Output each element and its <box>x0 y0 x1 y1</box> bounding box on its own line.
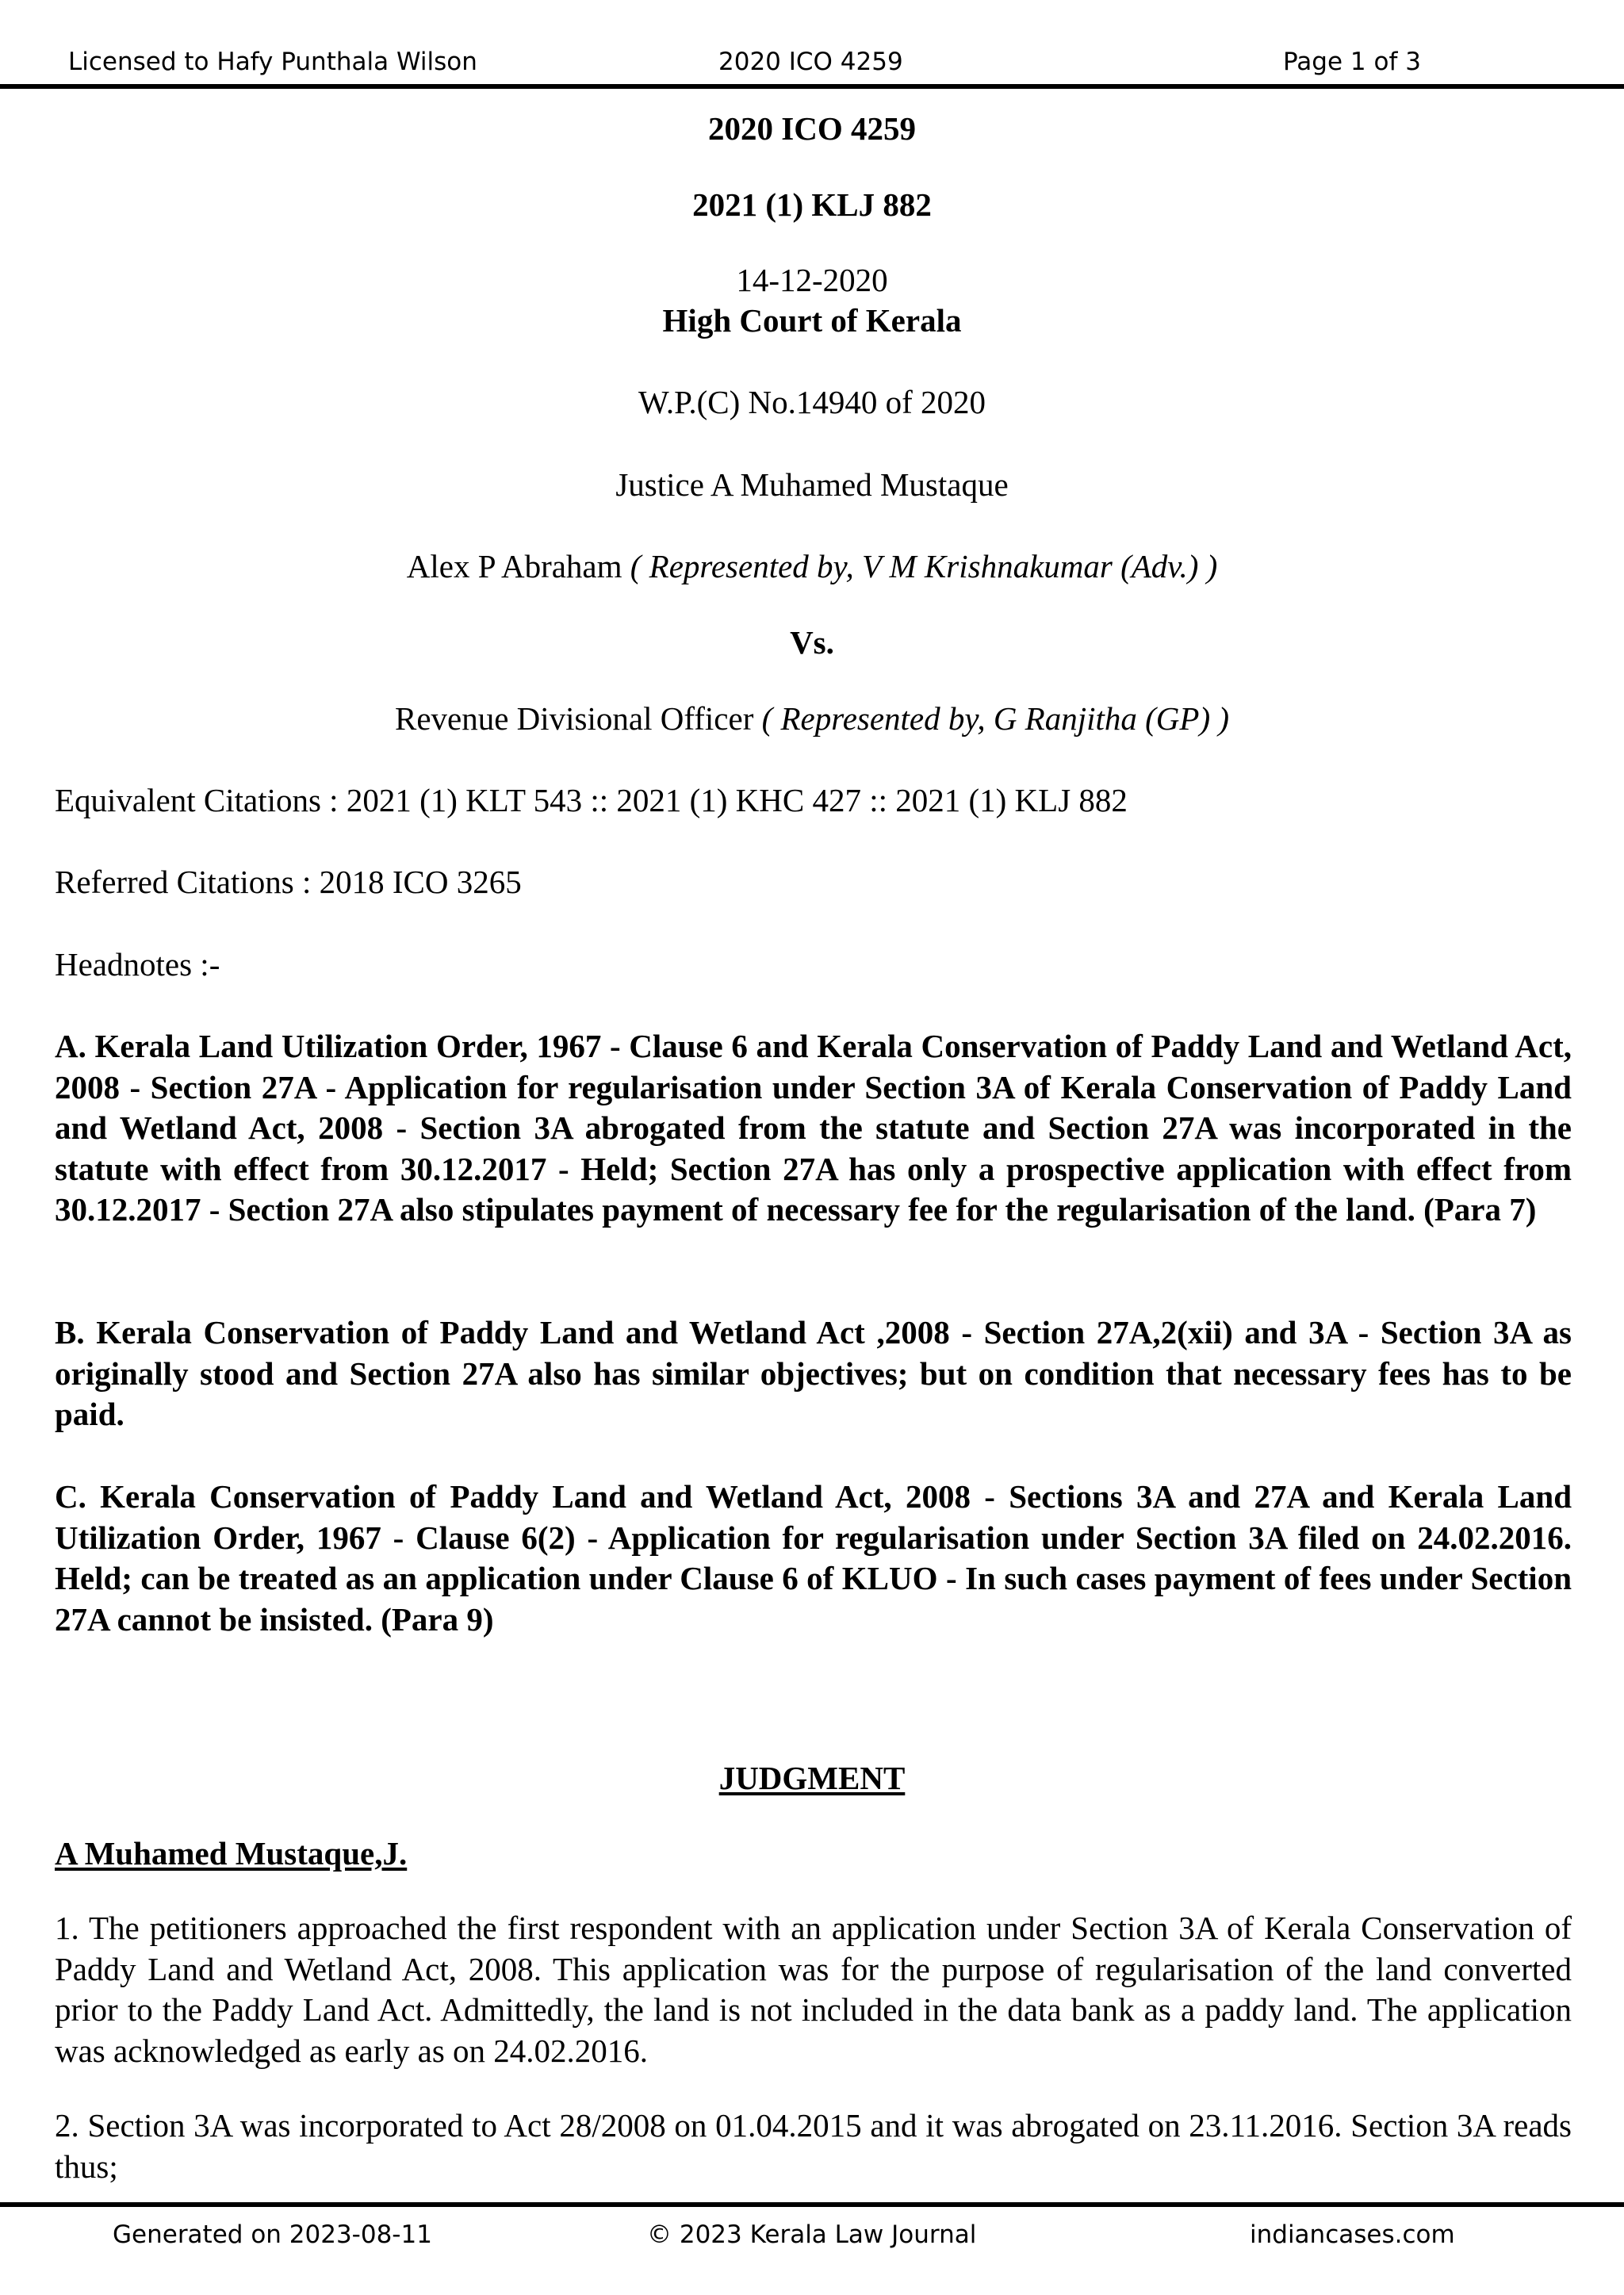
footer-generated-date: Generated on 2023-08-11 <box>113 2220 432 2249</box>
court-name: High Court of Kerala <box>662 302 962 339</box>
judge-name: Justice A Muhamed Mustaque <box>615 466 1009 503</box>
header-rule <box>0 84 1624 89</box>
headnote-c: C. Kerala Conservation of Paddy Land and Wetland Act, 2008 - Sections 3A and 27A and Kerala Land Utilization Order, 1967 - Clause 6(2) - Application for regularisation under Section 3A filed on 24.02.2016. Held; can be treated as an application under Clause 6 of KLUO - In such cases payment of fees under Section 27A cannot be insisted. (Para 9) <box>55 1478 1572 1638</box>
case-date: 14-12-2020 <box>736 262 888 298</box>
header-citation: 2020 ICO 4259 <box>718 48 903 76</box>
equivalent-citations: Equivalent Citations : 2021 (1) KLT 543 :: 2021 (1) KHC 427 :: 2021 (1) KLJ 882 <box>55 782 1128 818</box>
respondent-line <box>0 698 1624 739</box>
footer-site: indiancases.com <box>1250 2220 1455 2249</box>
respondent-name: Revenue Divisional Officer <box>394 700 754 737</box>
judgment-heading: JUDGMENT <box>718 1760 906 1796</box>
judgment-author: A Muhamed Mustaque,J. <box>55 1835 408 1872</box>
petitioner-line <box>0 546 1624 587</box>
headnote-a: A. Kerala Land Utilization Order, 1967 - Clause 6 and Kerala Conservation of Paddy Land and Wetland Act, 2008 - Section 27A - Application for regularisation under Section 3A of Kerala Conservation of Paddy Land and Wetland Act, 2008 - Section 3A abrogated from the statute and Section 27A was incorporated in the statute with effect from 30.12.2017 - Held; Section 27A has only a prospective application with effect from 30.12.2017 - Section 27A also stipulates payment of necessary fee for the regularisation of the land. (Para 7) <box>55 1028 1572 1228</box>
petitioner-name: Alex P Abraham <box>406 548 622 584</box>
referred-citations: Referred Citations : 2018 ICO 3265 <box>55 864 522 900</box>
respondent-representation: ( Represented by, G Ranjitha (GP) ) <box>761 700 1230 737</box>
headnotes-label: Headnotes :- <box>55 946 220 983</box>
case-klj-citation: 2021 (1) KLJ 882 <box>692 186 932 223</box>
judgment-paragraph-1: 1. The petitioners approached the first respondent with an application under Section 3A of Kerala Conservation of Paddy Land and Wetland Act, 2008. This application was for the purpose of regularisation of the land converted prior to the Paddy Land Act. Admittedly, the land is not included in the data bank as a paddy land. The application was acknowledged as early as on 24.02.2016. <box>55 1910 1572 2069</box>
case-number: W.P.(C) No.14940 of 2020 <box>638 384 986 420</box>
petitioner-representation: ( Represented by, V M Krishnakumar (Adv.) ) <box>630 548 1218 584</box>
footer-copyright: © 2023 Kerala Law Journal <box>647 2220 977 2249</box>
judgment-paragraph-2: 2. Section 3A was incorporated to Act 28/2008 on 01.04.2015 and it was abrogated on 23.11.2016. Section 3A reads thus; <box>55 2107 1572 2185</box>
footer-rule <box>0 2202 1624 2207</box>
header-page-number: Page 1 of 3 <box>1283 48 1421 76</box>
header-license: Licensed to Hafy Punthala Wilson <box>68 48 477 76</box>
case-ico-citation: 2020 ICO 4259 <box>708 110 916 147</box>
headnote-b: B. Kerala Conservation of Paddy Land and Wetland Act ,2008 - Section 27A,2(xii) and 3A - Section 3A as originally stood and Section 27A also has similar objectives; but on condition that necessary fees has to be paid. <box>55 1314 1572 1433</box>
versus-label: Vs. <box>790 624 834 661</box>
